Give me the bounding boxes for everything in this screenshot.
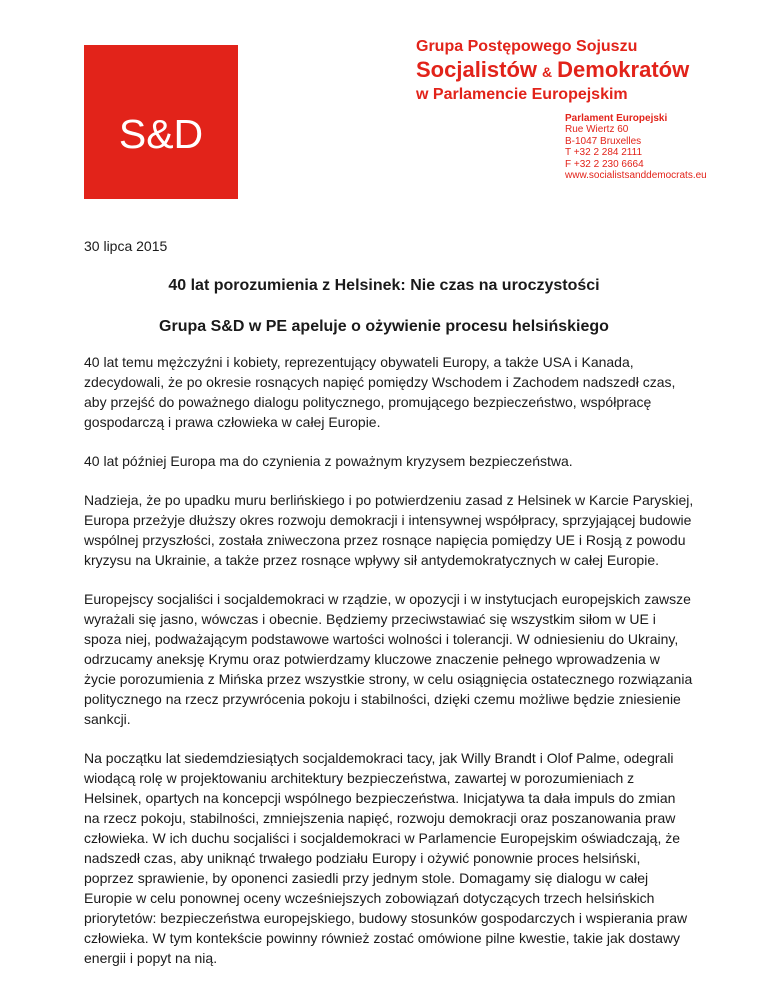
document-subtitle: Grupa S&D w PE apeluje o ożywienie procesu helsińskiego: [159, 318, 609, 335]
contact-phone: T +32 2 284 2111: [565, 147, 643, 159]
org-line2: [416, 57, 689, 85]
org-line1: Grupa Postępowego Sojuszu: [416, 38, 638, 55]
document-body: [84, 352, 694, 987]
logo-text: S&D: [118, 110, 204, 157]
contact-city: B-1047 Bruxelles: [565, 135, 642, 147]
logo: [84, 45, 238, 199]
contact-street: Rue Wiertz 60: [565, 124, 629, 136]
org-line2a: Socjalistów: [416, 57, 538, 82]
body-paragraph: Nadzieja, że po upadku muru berlińskiego i po potwierdzeniu zasad z Helsinek w Karcie Paryskiej, Europa przeżyje dłuższy okres rozwoju demokracji i intensywnej współpracy, sprzyjającej budowie wspólnej przyszłości, została zniweczona przez rosnące napięcia pomiędzy UE i Rosją z powodu kryzysu na Ukrainie, a także przez rosnące wpływy sił antydemokratycznych w całej Europie.: [84, 492, 694, 568]
org-line2b: Demokratów: [557, 57, 690, 82]
body-paragraph: 40 lat temu mężczyźni i kobiety, reprezentujący obywateli Europy, a także USA i Kanada, zdecydowali, że po okresie rosnących napięć pomiędzy Wschodem i Zachodem nadszedł czas, aby przejść do poważnego dialogu politycznego, promującego bezpieczeństwo, współpracę gospodarczą i prawa człowieka w całej Europie.: [84, 354, 676, 430]
body-paragraph: Na początku lat siedemdziesiątych socjaldemokraci tacy, jak Willy Brandt i Olof Palme, odegrali wiodącą rolę w projektowaniu architektury bezpieczeństwa, zawartej w porozumieniach z Helsinek, opartych na koncepcji wspólnego bezpieczeństwa. Inicjatywa ta dała impuls do zmian na rzecz pokoju, stabilności, zmniejszenia napięć, rozwoju demokracji oraz poszanowania praw człowieka. W ich duchu socjaliści i socjaldemokraci w Parlamencie Europejskim oświadczają, że nadszedł czas, aby uniknąć trwałego podziału Europy i ożywić ponownie proces helsiński, poprzez sprawienie, by oponenci zasiedli przy jednym stole. Domagamy się dialogu w całej Europie w celu ponownej oceny wcześniejszych zobowiązań dotyczących trzech helsińskich priorytetów: bezpieczeństwa europejskiego, budowy stosunków gospodarczych i wspierania praw człowieka. W tym kontekście powinny również zostać omówione pilne kwestie, takie jak dostawy energii i popyt na nią.: [84, 750, 688, 966]
contact-title: Parlament Europejski: [565, 113, 668, 124]
body-paragraph: Europejscy socjaliści i socjaldemokraci w rządzie, w opozycji i w instytucjach europejskich zawsze wyrażali się jasno, wówczas i obecnie. Będziemy przeciwstawiać się wszystkim siłom w UE i spoza niej, podważającym podstawowe wartości wolności i tolerancji. W odniesieniu do Ukrainy, odrzucamy aneksję Krymu oraz potwierdzamy kluczowe znaczenie pełnego wprowadzenia w życie porozumienia z Mińska przez wszystkie strony, w celu osiągnięcia ostatecznego rozwiązania politycznego na rzecz przywrócenia pokoju i stabilności, dzięki czemu możliwe będzie zniesienie sankcji.: [84, 591, 693, 727]
org-line3: w Parlamencie Europejskim: [416, 86, 628, 103]
document-date: 30 lipca 2015: [84, 238, 168, 254]
contact-block: [565, 113, 707, 181]
body-paragraph: 40 lat później Europa ma do czynienia z poważnym kryzysem bezpieczeństwa.: [84, 453, 573, 469]
contact-fax: F +32 2 230 6664: [565, 158, 644, 170]
document-title: 40 lat porozumienia z Helsinek: Nie czas na uroczystości: [168, 277, 600, 294]
contact-web[interactable]: www.socialistsanddemocrats.eu: [565, 170, 707, 182]
organization-name: [416, 37, 689, 105]
org-amp: &: [542, 64, 553, 80]
